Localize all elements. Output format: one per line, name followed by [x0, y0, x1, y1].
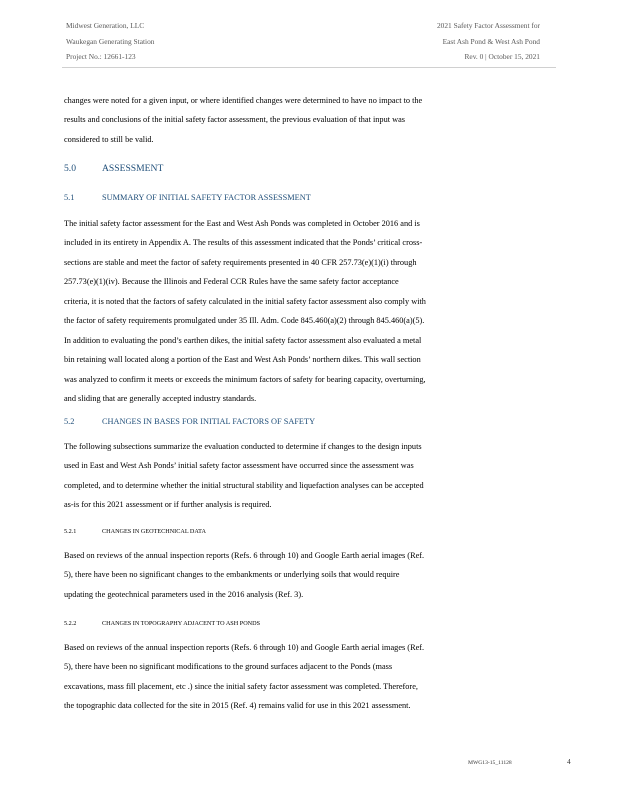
section-number: 5.1 — [64, 193, 75, 202]
text-line: Based on reviews of the annual inspection reports (Refs. 6 through 10) and Google Earth aerial images (Ref. — [64, 551, 425, 560]
text-line: 5), there have been no significant changes to the embankments or underlying soils that would require — [64, 570, 400, 580]
text-line: excavations, mass fill placement, etc .) since the initial safety factor assessment was completed. Therefore, — [64, 681, 418, 691]
page-number: 4 — [567, 757, 571, 766]
text-line: changes were noted for a given input, or where identified changes were determined to have no impact to the — [64, 96, 423, 105]
section-5-1-paragraph-1 — [64, 214, 554, 330]
section-number: 5.2.2 — [64, 620, 77, 627]
section-heading-5-1 — [64, 193, 311, 202]
text-line: bin retaining wall located along a portion of the East and West Ash Ponds’ northern dikes. This wall section — [64, 355, 421, 365]
section-number: 5.2.1 — [64, 528, 77, 535]
text-line: completed, and to determine whether the initial structural stability and liquefaction analyses can be accepted — [64, 480, 424, 490]
section-title: CHANGES IN BASES FOR INITIAL FACTORS OF SAFETY — [102, 417, 316, 426]
text-line: as-is for this 2021 assessment or if further analysis is required. — [64, 500, 272, 510]
text-line: results and conclusions of the initial safety factor assessment, the previous evaluation of that input was — [64, 115, 406, 125]
section-title: CHANGES IN GEOTECHNICAL DATA — [102, 528, 206, 535]
text-line: considered to still be valid. — [64, 134, 154, 144]
section-heading-5-2-2 — [64, 620, 260, 627]
header-station: Waukegan Generating Station — [66, 36, 155, 46]
text-line: Based on reviews of the annual inspection reports (Refs. 6 through 10) and Google Earth aerial images (Ref. — [64, 643, 425, 652]
text-line: used in East and West Ash Ponds’ initial safety factor assessment have occurred since the assessment was — [64, 461, 414, 471]
header-right — [437, 18, 540, 65]
header-left — [66, 18, 154, 65]
text-line: The following subsections summarize the evaluation conducted to determine if changes to the design inputs — [64, 442, 422, 451]
intro-paragraph — [64, 91, 554, 149]
text-line: The initial safety factor assessment for the East and West Ash Ponds was completed in October 2016 and is — [64, 219, 420, 228]
text-line: sections are stable and meet the factor of safety requirements presented in 40 CFR 257.73(e)(1)(i) through — [64, 257, 417, 267]
header-revision-date: Rev. 0 | October 15, 2021 — [464, 52, 540, 61]
header-project-number: Project No.: 12661-123 — [66, 52, 136, 61]
text-line: included in its entirety in Appendix A. The results of this assessment indicated that the Ponds’ critical cross- — [64, 238, 423, 248]
text-line: updating the geotechnical parameters used in the 2016 analysis (Ref. 3). — [64, 589, 304, 599]
section-heading-5-2 — [64, 417, 315, 426]
header-company: Midwest Generation, LLC — [66, 21, 145, 30]
text-line: the topographic data collected for the site in 2015 (Ref. 4) remains valid for use in this 2021 assessment. — [64, 701, 411, 711]
text-line: criteria, it is noted that the factors of safety calculated in the initial safety factor assessment also comply with — [64, 296, 426, 306]
section-title: ASSESSMENT — [102, 163, 164, 174]
section-heading-5-2-1 — [64, 528, 206, 535]
text-line: the factor of safety requirements promulgated under 35 Ill. Adm. Code 845.460(a)(2) through 845.460(a)(5). — [64, 316, 425, 326]
text-line: 257.73(e)(1)(iv). Because the Illinois and Federal CCR Rules have the same safety factor acceptance — [64, 277, 399, 287]
section-heading-5-0 — [64, 163, 163, 174]
section-title: SUMMARY OF INITIAL SAFETY FACTOR ASSESSMENT — [102, 193, 311, 202]
footer-document-code: MWG13-15_11128 — [468, 760, 512, 766]
text-line: was analyzed to confirm it meets or exceeds the minimum factors of safety for bearing capacity, overturning, — [64, 374, 426, 384]
text-line: 5), there have been no significant modifications to the ground surfaces adjacent to the Ponds (mass — [64, 662, 393, 672]
section-number: 5.2 — [64, 417, 75, 426]
text-line: In addition to evaluating the pond’s earthen dikes, the initial safety factor assessment also evaluated a metal — [64, 336, 422, 345]
section-number: 5.0 — [64, 163, 76, 174]
section-5-2-2-paragraph — [64, 638, 554, 716]
header-report-title-1: 2021 Safety Factor Assessment for — [436, 21, 540, 30]
section-5-1-paragraph-2 — [64, 331, 554, 409]
section-5-2-paragraph — [64, 437, 554, 515]
header-divider — [62, 67, 556, 68]
header-report-title-2: East Ash Pond & West Ash Pond — [442, 36, 540, 46]
section-5-2-1-paragraph — [64, 546, 554, 604]
section-title: CHANGES IN TOPOGRAPHY ADJACENT TO ASH PONDS — [102, 620, 261, 627]
text-line: and sliding that are generally accepted industry standards. — [64, 394, 257, 404]
